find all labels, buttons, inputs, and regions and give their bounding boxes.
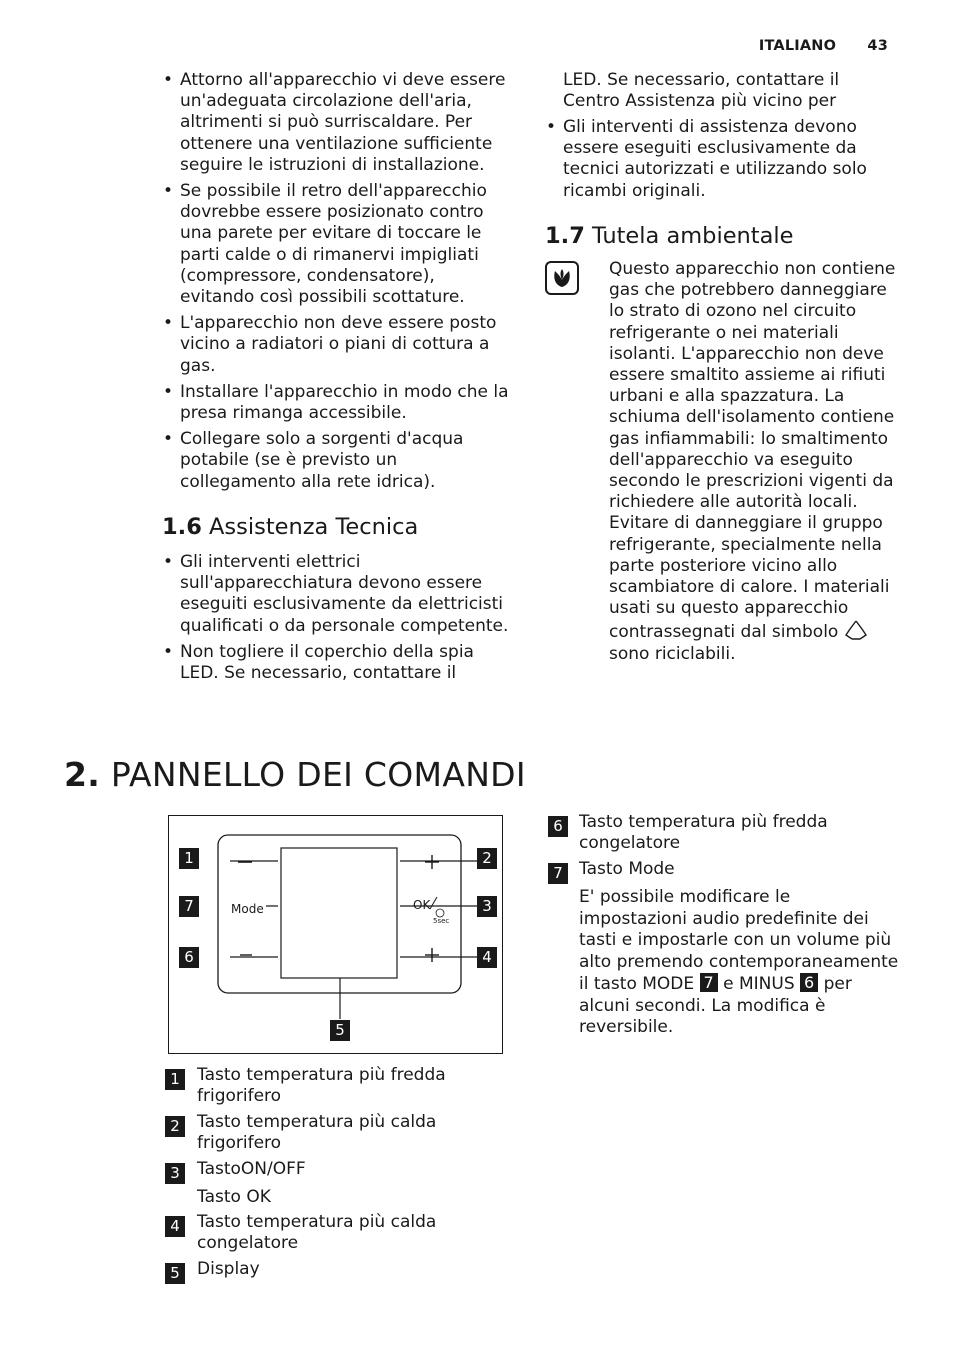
list-item-text: Non togliere il coperchio della spia LED. Se necessario, contattare il — [180, 641, 474, 684]
callout-2: 2 — [477, 848, 497, 869]
bullet-list-right — [545, 117, 895, 202]
section-title: Assistenza Tecnica — [209, 513, 419, 540]
legend-number: 6 — [548, 816, 568, 837]
environment-text-body: Questo apparecchio non contiene gas che potrebbero danneggiare lo strato di ozono nel circuito refrigerante o nei materiali isolanti. L'apparecchio non deve essere smaltito assieme ai rifiuti urbani e alla spazzatura. La schiuma dell'isolamento contiene gas infiammabili: lo smaltimento dell'apparecchio va eseguito secondo le prescrizioni vigenti da richiedere alle autorità locali. Evitare di danneggiare il gruppo refrigerante, specialmente nella parte posteriore vicino allo scambiatore di calore. I materiali usati su questo apparecchio contrassegnati dal simbolo — [609, 259, 896, 643]
bullet-list-1-6 — [162, 552, 512, 684]
legend-extra-text: Tasto OK — [197, 1187, 271, 1207]
recycle-icon — [844, 619, 868, 641]
section-title: Tutela ambientale — [592, 222, 794, 249]
section-number: 1.7 — [545, 222, 585, 249]
list-item: • L'apparecchio non deve essere posto vicino a radiatori o piani di cottura a gas. — [162, 313, 512, 377]
legend-text: Display — [197, 1259, 260, 1279]
legend-text: Tasto Mode — [579, 859, 675, 879]
legend-number: 2 — [165, 1116, 185, 1137]
callout-5: 5 — [330, 1020, 350, 1041]
right-column — [545, 70, 895, 665]
inline-key-7: 7 — [700, 973, 718, 992]
list-item: • Installare l'apparecchio in modo che la presa rimanga accessibile. — [162, 382, 512, 424]
legend-text: Tasto temperatura più calda congelatore — [197, 1212, 437, 1253]
list-item: • Gli interventi elettrici sull'apparecchiatura devono essere eseguiti esclusivamente da elettricisti qualificati o da personale competente. — [162, 552, 512, 637]
header-language: ITALIANO — [758, 38, 837, 54]
list-item: • Gli interventi di assistenza devono essere eseguiti esclusivamente da tecnici autorizzati e utilizzando solo ricambi originali. — [545, 117, 895, 202]
environment-text-end: sono riciclabili. — [609, 643, 736, 664]
list-item: • Se possibile il retro dell'apparecchio dovrebbe essere posizionato contro una parete per evitare di toccare le parti calde o di rimanervi impigliati (compressore, condensatore), evitando così possibili scottature. — [162, 181, 512, 308]
section-number: 1.6 — [162, 513, 202, 540]
callout-4: 4 — [477, 947, 497, 968]
environment-text — [609, 259, 897, 665]
section-heading-1-7 — [545, 222, 895, 249]
mode-description-text-3: per alcuni secondi. La modifica è reversibile. — [579, 974, 852, 1037]
callout-3: 3 — [477, 896, 497, 917]
callout-1: 1 — [179, 848, 199, 869]
legend-number: 1 — [165, 1069, 185, 1090]
mode-description-text-1: E' possibile modificare le impostazioni audio predefinite dei tasti e impostarle con un volume più alto premendo contemporaneamente il tasto MODE — [579, 887, 899, 994]
legend-text: Tasto temperatura più fredda frigorifero — [197, 1065, 446, 1106]
time-label: 5sec — [433, 917, 450, 925]
page-header — [759, 38, 888, 54]
bullet-list-top — [162, 70, 512, 493]
chapter-number: 2. — [64, 755, 101, 794]
chapter-title: PANNELLO DEI COMANDI — [110, 755, 526, 794]
left-column — [162, 70, 512, 689]
environment-icon-svg — [547, 263, 577, 293]
mode-label: Mode — [231, 902, 264, 916]
legend-text: Tasto temperatura più fredda congelatore — [579, 812, 828, 853]
callout-7: 7 — [179, 896, 199, 917]
chapter-heading — [64, 755, 526, 794]
continuation-text: LED. Se necessario, contattare il Centro Assistenza più vicino per — [563, 70, 840, 112]
page-number: 43 — [867, 38, 888, 54]
mode-description-text-2: e MINUS — [723, 974, 795, 994]
continuation-clip — [545, 70, 895, 112]
control-panel-diagram — [168, 815, 503, 1054]
list-item: • Attorno all'apparecchio vi deve essere un'adeguata circolazione dell'aria, altrimenti si può surriscaldare. Per ottenere una ventilazione sufficiente seguire le istruzioni di installazione. — [162, 70, 512, 176]
environment-block — [545, 259, 895, 665]
legend-number: 5 — [165, 1263, 185, 1284]
inline-key-6: 6 — [800, 973, 818, 992]
legend-number: 3 — [165, 1163, 185, 1184]
mode-description — [579, 887, 901, 1039]
list-item: • Collegare solo a sorgenti d'acqua potabile (se è previsto un collegamento alla rete idrica). — [162, 429, 512, 493]
section-heading-1-6 — [162, 513, 512, 540]
environment-icon — [545, 261, 579, 295]
ok-label: OK — [413, 898, 431, 912]
legend-number: 7 — [548, 863, 568, 884]
callout-6: 6 — [179, 947, 199, 968]
list-item — [162, 642, 512, 684]
legend-text: Tasto temperatura più calda frigorifero — [197, 1112, 437, 1153]
panel-drawing — [168, 815, 503, 1054]
legend-text: TastoON/OFF — [197, 1159, 306, 1179]
legend-number: 4 — [165, 1216, 185, 1237]
